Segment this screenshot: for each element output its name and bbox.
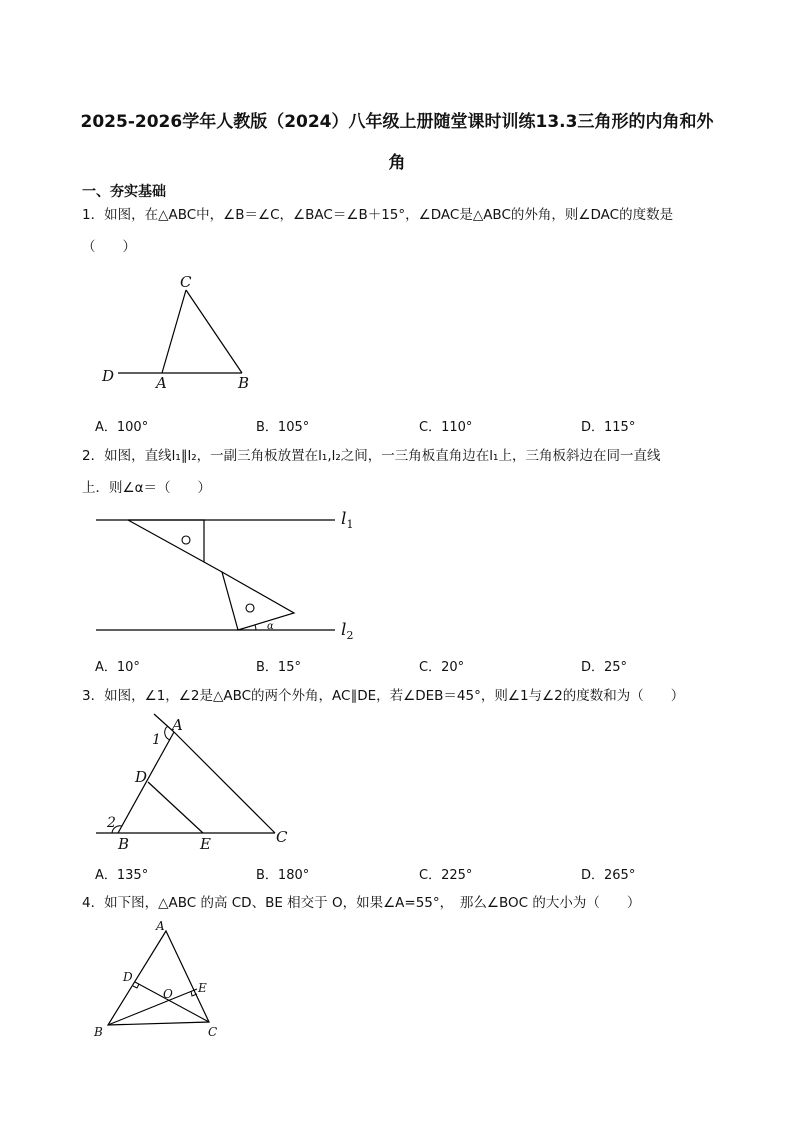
label-A: A xyxy=(156,374,167,392)
side-AC xyxy=(162,290,186,373)
option-a[interactable]: A．10° xyxy=(95,660,140,675)
question-1-figure xyxy=(90,268,270,393)
label-D: D xyxy=(123,970,133,984)
label-l1: $l_1$ xyxy=(341,509,354,531)
option-a[interactable]: A．135° xyxy=(95,868,149,883)
label-C: C xyxy=(208,1025,218,1039)
set-square-hole xyxy=(182,536,190,544)
question-3-figure xyxy=(90,710,300,855)
label-alpha: α xyxy=(267,621,274,632)
label-B: B xyxy=(238,374,250,392)
option-d[interactable]: D．115° xyxy=(581,420,636,435)
question-1-bracket: （ ） xyxy=(82,239,136,255)
label-C: C xyxy=(276,828,288,846)
set-square-hole xyxy=(246,604,254,612)
altitude-BE xyxy=(108,989,197,1025)
label-D: D xyxy=(135,768,148,786)
section-heading: 一、夯实基础 xyxy=(82,184,166,200)
label-E: E xyxy=(200,835,211,853)
side-AC xyxy=(174,732,275,833)
label-1: 1 xyxy=(152,732,161,748)
extension-CA xyxy=(154,714,174,732)
upper-set-square xyxy=(128,520,204,562)
question-2-figure xyxy=(90,505,380,650)
option-b[interactable]: B．180° xyxy=(256,868,310,883)
option-c[interactable]: C．110° xyxy=(419,420,473,435)
label-D: D xyxy=(102,367,115,385)
option-b[interactable]: B．15° xyxy=(256,660,301,675)
question-text: 如下图，△ABC 的高 CD、BE 相交于 O，如果∠A=55°， 那么∠BOC 的大小为（ ） xyxy=(104,895,641,911)
question-3 xyxy=(82,686,684,706)
label-l2: $l_2$ xyxy=(341,620,354,642)
side-CB xyxy=(186,290,242,373)
question-text: 如图，直线l₁∥l₂，一副三角板放置在l₁,l₂之间，一三角板直角边在l₁上，三角板斜边在同一直线 xyxy=(104,448,661,464)
page-title: 2025-2026学年人教版（2024）八年级上册随堂课时训练13.3三角形的内角和外 xyxy=(80,112,714,132)
label-E: E xyxy=(198,981,207,995)
question-number: 4． xyxy=(82,895,105,911)
label-A: A xyxy=(172,716,183,734)
label-2: 2 xyxy=(107,815,116,831)
option-d[interactable]: D．25° xyxy=(581,660,628,675)
label-C: C xyxy=(180,273,192,291)
question-text: 如图，∠1，∠2是△ABC的两个外角，AC∥DE，若∠DEB＝45°，则∠1与∠2的度数和为（ ） xyxy=(104,688,685,704)
option-b[interactable]: B．105° xyxy=(256,420,310,435)
question-number: 2． xyxy=(82,448,105,464)
label-B: B xyxy=(118,835,130,853)
common-hypotenuse xyxy=(204,562,222,572)
segment-DE xyxy=(148,782,203,833)
question-4 xyxy=(82,893,640,913)
question-number: 1． xyxy=(82,207,105,223)
option-a[interactable]: A．100° xyxy=(95,420,149,435)
option-c[interactable]: C．225° xyxy=(419,868,473,883)
label-B: B xyxy=(94,1025,103,1039)
question-2 xyxy=(82,446,660,466)
label-A: A xyxy=(156,919,165,933)
angle-alpha-arc xyxy=(255,625,256,630)
right-angle-mark-D xyxy=(133,984,139,988)
option-c[interactable]: C．20° xyxy=(419,660,465,675)
page-title-continued: 角 xyxy=(388,153,406,173)
question-number: 3． xyxy=(82,688,105,704)
question-2-continued: 上．则∠α＝（ ） xyxy=(82,480,212,496)
lower-set-square xyxy=(222,572,294,630)
question-1 xyxy=(82,205,673,225)
label-O: O xyxy=(163,987,173,1001)
question-text: 如图，在△ABC中，∠B＝∠C，∠BAC＝∠B＋15°，∠DAC是△ABC的外角，则∠DAC的度数是 xyxy=(104,207,674,223)
question-4-figure xyxy=(88,918,238,1046)
option-d[interactable]: D．265° xyxy=(581,868,636,883)
